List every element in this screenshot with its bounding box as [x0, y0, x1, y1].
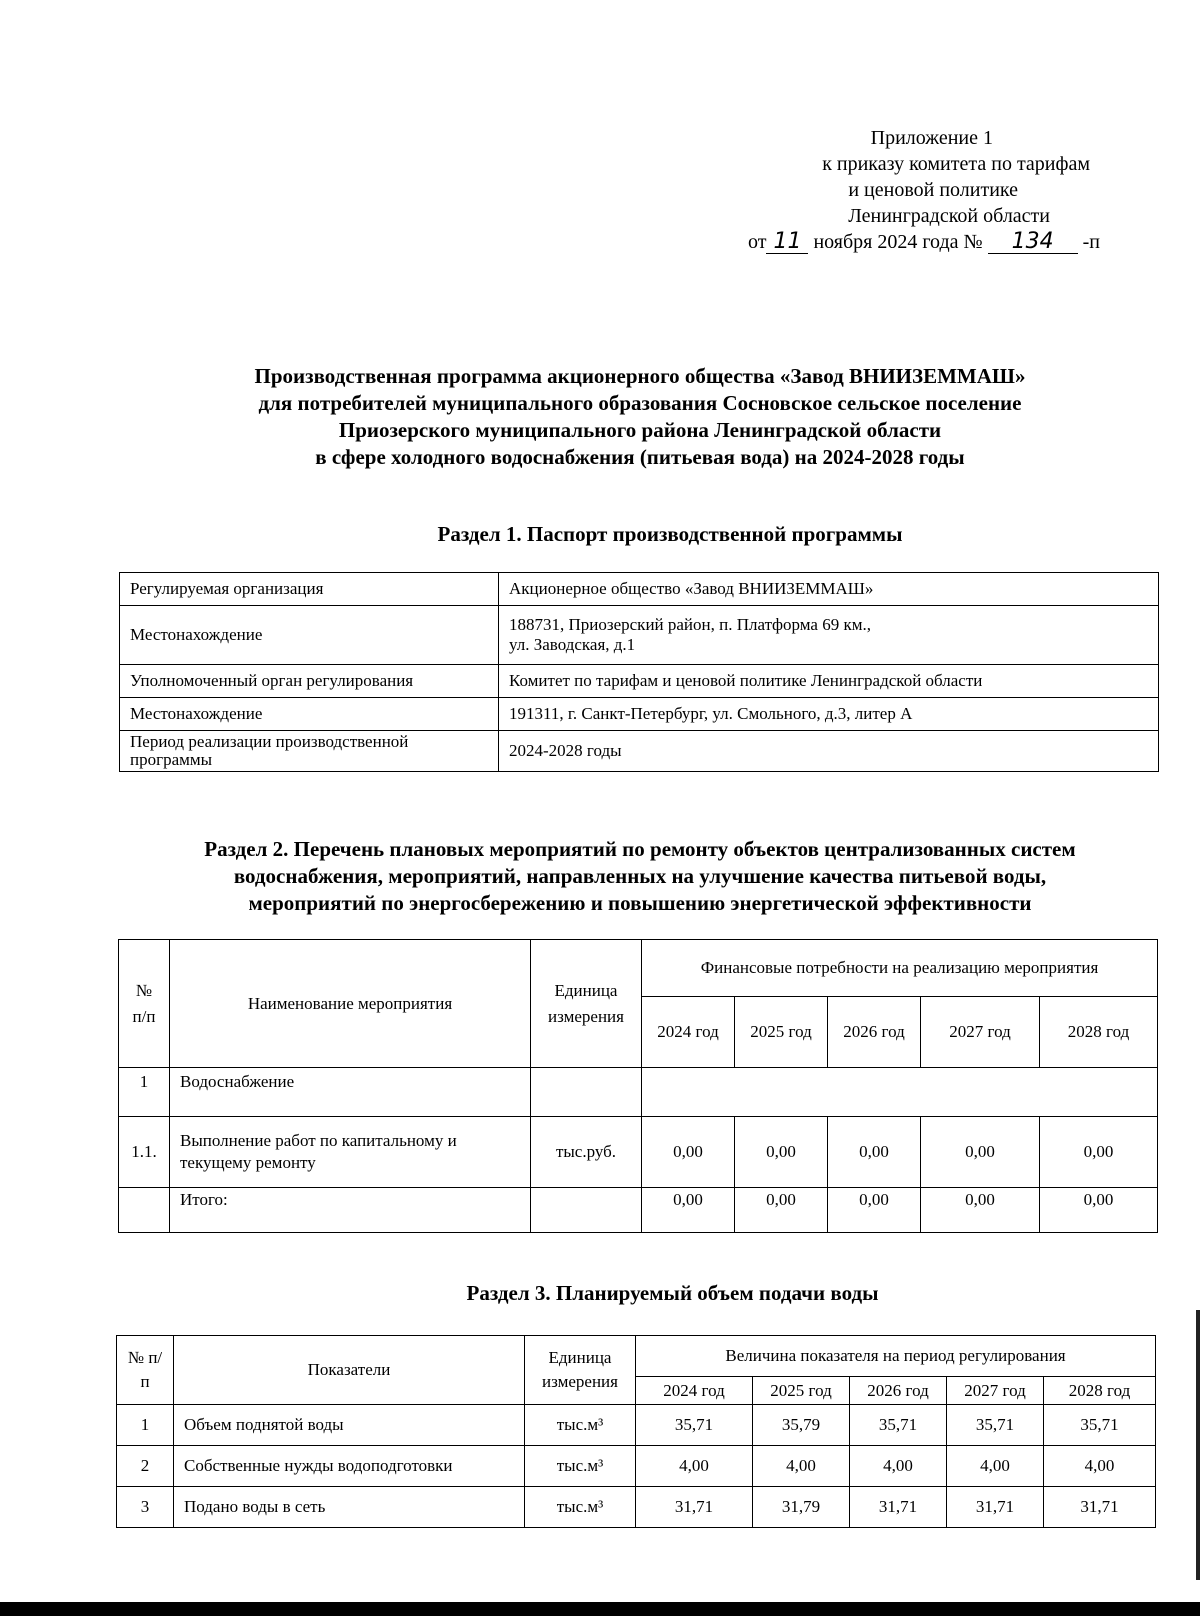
value-cell: 0,00	[1040, 1188, 1158, 1233]
table-row	[117, 1405, 1156, 1446]
row-name: Объем поднятой воды	[174, 1405, 525, 1446]
value-cell: 31,71	[1044, 1487, 1156, 1528]
value-cell: 4,00	[1044, 1446, 1156, 1487]
value-cell: 35,71	[850, 1405, 947, 1446]
section1-heading: Раздел 1. Паспорт производственной программы	[437, 522, 903, 546]
col-unit-header: Единица измерения	[525, 1336, 636, 1405]
title-line-4: в сфере холодного водоснабжения (питьевая вода) на 2024-2028 годы	[315, 445, 965, 469]
passport-value: 2024-2028 годы	[499, 731, 1159, 772]
value-cell: 4,00	[850, 1446, 947, 1487]
passport-key: Местонахождение	[120, 606, 499, 665]
table-header-row	[117, 1336, 1156, 1377]
value-cell: 35,79	[753, 1405, 850, 1446]
row-no: 2	[117, 1446, 174, 1487]
year-header: 2024 год	[636, 1377, 753, 1405]
row-name: Собственные нужды водоподготовки	[174, 1446, 525, 1487]
year-header: 2025 год	[735, 997, 828, 1068]
year-header: 2028 год	[1044, 1377, 1156, 1405]
title-line-3: Приозерского муниципального района Ленинградской области	[338, 418, 942, 442]
value-cell: 0,00	[921, 1117, 1040, 1188]
measures-table	[118, 939, 1158, 1233]
section2-heading-line-2: водоснабжения, мероприятий, направленных на улучшение качества питьевой воды,	[233, 864, 1047, 888]
table-row	[120, 606, 1159, 665]
value-cell: 0,00	[828, 1188, 921, 1233]
table-header-row	[119, 940, 1158, 997]
scan-edge	[1196, 1310, 1200, 1580]
value-cell: 0,00	[642, 1117, 735, 1188]
col-val-header: Величина показателя на период регулирования	[636, 1336, 1156, 1377]
empty-cell	[531, 1068, 642, 1117]
passport-value	[499, 606, 1159, 665]
annex-line-3: и ценовой политике	[848, 179, 1018, 201]
col-name-header: Наименование мероприятия	[170, 940, 531, 1068]
col-unit-header: Единица измерения	[531, 940, 642, 1068]
value-cell: 35,71	[1044, 1405, 1156, 1446]
col-no-header: № п/п	[117, 1336, 174, 1405]
value-cell: 0,00	[735, 1117, 828, 1188]
order-day-handwritten: 11	[766, 231, 808, 254]
row-name: Выполнение работ по капитальному и текущему ремонту	[170, 1117, 531, 1188]
order-number-handwritten: 134	[988, 231, 1078, 254]
table-row	[120, 731, 1159, 772]
value-cell: 4,00	[753, 1446, 850, 1487]
value-cell: 35,71	[947, 1405, 1044, 1446]
annex-line-4: Ленинградской области	[848, 205, 1050, 227]
program-title	[140, 363, 1140, 471]
order-suffix: -п	[1082, 231, 1100, 253]
order-from: от	[747, 231, 767, 253]
annex-line-2: к приказу комитета по тарифам	[822, 153, 1090, 175]
row-name: Итого:	[170, 1188, 531, 1233]
row-name: Водоснабжение	[170, 1068, 531, 1117]
table-row	[120, 573, 1159, 606]
annex-header	[600, 125, 1100, 255]
col-name-header: Показатели	[174, 1336, 525, 1405]
table-row	[117, 1487, 1156, 1528]
value-cell: 35,71	[636, 1405, 753, 1446]
passport-key: Регулируемая организация	[120, 573, 499, 606]
row-no: 1	[117, 1405, 174, 1446]
section2-heading-line-3: мероприятий по энергосбережению и повышению энергетической эффективности	[248, 891, 1032, 915]
value-cell: 31,71	[636, 1487, 753, 1528]
order-month-year: ноября 2024 года №	[813, 231, 983, 253]
row-no: 1.1.	[119, 1117, 170, 1188]
value-cell: 31,71	[850, 1487, 947, 1528]
table-row	[117, 1446, 1156, 1487]
year-header: 2028 год	[1040, 997, 1158, 1068]
row-unit: тыс.м³	[525, 1405, 636, 1446]
year-header: 2027 год	[921, 997, 1040, 1068]
water-volume-table	[116, 1335, 1156, 1528]
value-cell: 0,00	[735, 1188, 828, 1233]
empty-cell	[531, 1188, 642, 1233]
section2-heading	[110, 836, 1170, 917]
passport-key: Период реализации производственной программы	[120, 731, 499, 772]
value-cell: 0,00	[1040, 1117, 1158, 1188]
value-cell: 31,71	[947, 1487, 1044, 1528]
title-line-1: Производственная программа акционерного общества «Завод ВНИИЗЕММАШ»	[254, 364, 1026, 388]
passport-key: Местонахождение	[120, 698, 499, 731]
col-no-header: № п/п	[119, 940, 170, 1068]
table-row	[119, 1188, 1158, 1233]
year-header: 2026 год	[828, 997, 921, 1068]
value-cell: 0,00	[828, 1117, 921, 1188]
value-cell: 0,00	[642, 1188, 735, 1233]
year-header: 2026 год	[850, 1377, 947, 1405]
passport-value: 191311, г. Санкт-Петербург, ул. Смольного, д.3, литер А	[499, 698, 1159, 731]
value-cell: 0,00	[921, 1188, 1040, 1233]
value-cell: 4,00	[947, 1446, 1044, 1487]
col-fin-header: Финансовые потребности на реализацию мероприятия	[642, 940, 1158, 997]
passport-value-line: 188731, Приозерский район, п. Платформа 69 км.,	[509, 615, 871, 634]
section2-heading-line-1: Раздел 2. Перечень плановых мероприятий по ремонту объектов централизованных систем	[204, 837, 1076, 861]
order-date-line	[600, 229, 1100, 255]
table-row	[120, 665, 1159, 698]
passport-value: Комитет по тарифам и ценовой политике Ленинградской области	[499, 665, 1159, 698]
title-line-2: для потребителей муниципального образования Сосновское сельское поселение	[258, 391, 1022, 415]
year-header: 2024 год	[642, 997, 735, 1068]
annex-line-1: Приложение 1	[870, 127, 993, 149]
row-unit: тыс.м³	[525, 1487, 636, 1528]
passport-value-line: ул. Заводская, д.1	[509, 635, 636, 654]
passport-table	[119, 572, 1159, 772]
value-cell: 31,79	[753, 1487, 850, 1528]
passport-value: Акционерное общество «Завод ВНИИЗЕММАШ»	[499, 573, 1159, 606]
value-cell: 4,00	[636, 1446, 753, 1487]
row-unit: тыс.м³	[525, 1446, 636, 1487]
row-no: 1	[119, 1068, 170, 1117]
passport-key: Уполномоченный орган регулирования	[120, 665, 499, 698]
empty-cell	[642, 1068, 1158, 1117]
table-row	[119, 1068, 1158, 1117]
row-no: 3	[117, 1487, 174, 1528]
section3-heading: Раздел 3. Планируемый объем подачи воды	[466, 1281, 879, 1305]
row-name: Подано воды в сеть	[174, 1487, 525, 1528]
scan-bottom-border	[0, 1602, 1200, 1616]
table-row	[120, 698, 1159, 731]
year-header: 2027 год	[947, 1377, 1044, 1405]
year-header: 2025 год	[753, 1377, 850, 1405]
row-unit: тыс.руб.	[531, 1117, 642, 1188]
empty-cell	[119, 1188, 170, 1233]
table-row	[119, 1117, 1158, 1188]
